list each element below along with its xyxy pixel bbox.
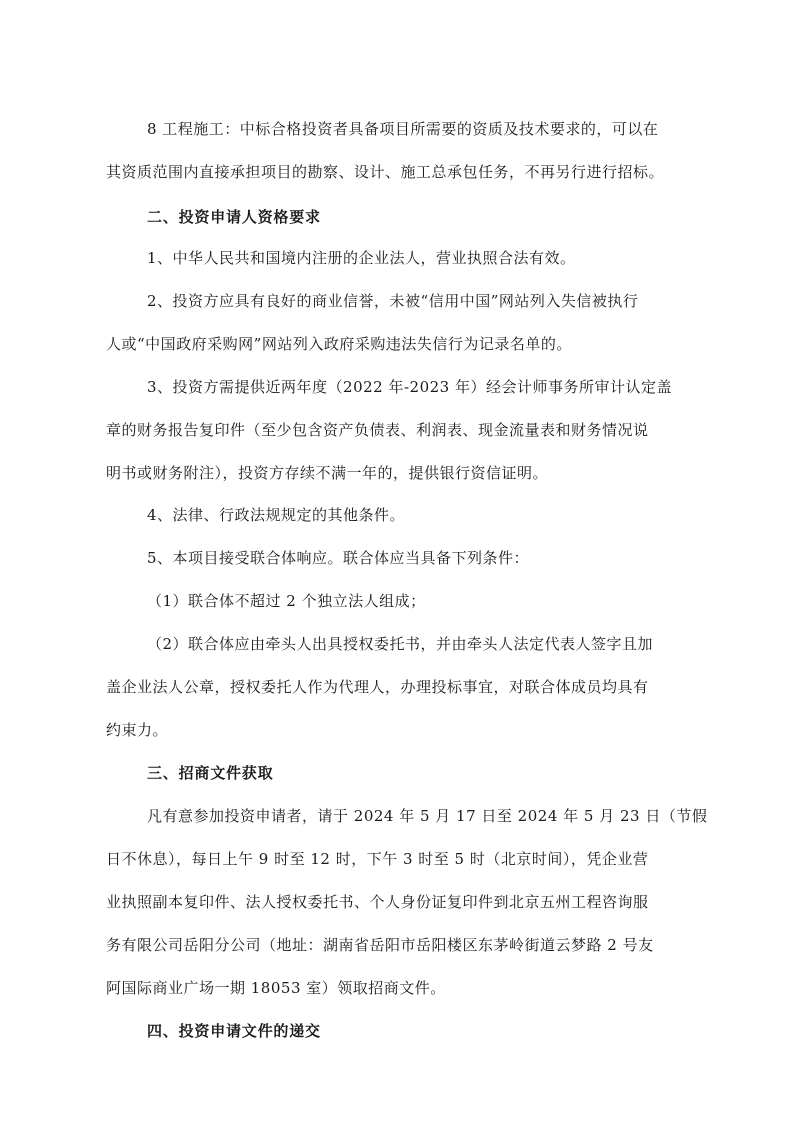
- text-line: 日不休息），每日上午 9 时至 12 时，下午 3 时至 5 时（北京时间），凭企业营: [106, 850, 649, 868]
- text-line: （2）联合体应由牵头人出具授权委托书，并由牵头人法定代表人签字且加: [147, 635, 654, 653]
- text-line: 4、法律、行政法规规定的其他条件。: [147, 506, 406, 524]
- text-line: （1）联合体不超过 2 个独立法人组成；: [147, 592, 426, 610]
- text-line: 5、本项目接受联合体响应。联合体应当具备下列条件：: [147, 549, 530, 567]
- text-line: 凡有意参加投资申请者，请于 2024 年 5 月 17 日至 2024 年 5 月 23 日（节假: [147, 807, 708, 825]
- text-line: 约束力。: [106, 721, 169, 739]
- text-line: 1、中华人民共和国境内注册的企业法人，营业执照合法有效。: [147, 249, 576, 267]
- text-line: 盖企业法人公章，授权委托人作为代理人，办理投标事宜，对联合体成员均具有: [106, 678, 649, 696]
- text-line: 2、投资方应具有良好的商业信誉，未被“信用中国”网站列入失信被执行: [147, 292, 639, 310]
- section-heading-submission: 四、投资申请文件的递交: [147, 1022, 321, 1040]
- text-line: 其资质范围内直接承担项目的勘察、设计、施工总承包任务，不再另行进行招标。: [106, 163, 665, 181]
- text-line: 阿国际商业广场一期 18053 室）领取招商文件。: [106, 979, 446, 997]
- text-line: 人或“中国政府采购网”网站列入政府采购违法失信行为记录名单的。: [106, 335, 572, 353]
- section-heading-qualification: 二、投资申请人资格要求: [147, 208, 321, 226]
- text-line: 3、投资方需提供近两年度（2022 年-2023 年）经会计师事务所审计认定盖: [147, 378, 672, 396]
- section-heading-obtain-documents: 三、招商文件获取: [147, 764, 274, 782]
- text-line: 章的财务报告复印件（至少包含资产负债表、利润表、现金流量表和财务情况说: [106, 421, 649, 439]
- text-line: 务有限公司岳阳分公司（地址：湖南省岳阳市岳阳楼区东茅岭街道云梦路 2 号友: [106, 936, 654, 954]
- text-line: 业执照副本复印件、法人授权委托书、个人身份证复印件到北京五州工程咨询服: [106, 893, 649, 911]
- text-line: 8 工程施工：中标合格投资者具备项目所需要的资质及技术要求的，可以在: [147, 120, 659, 138]
- text-line: 明书或财务附注），投资方存续不满一年的，提供银行资信证明。: [106, 464, 549, 482]
